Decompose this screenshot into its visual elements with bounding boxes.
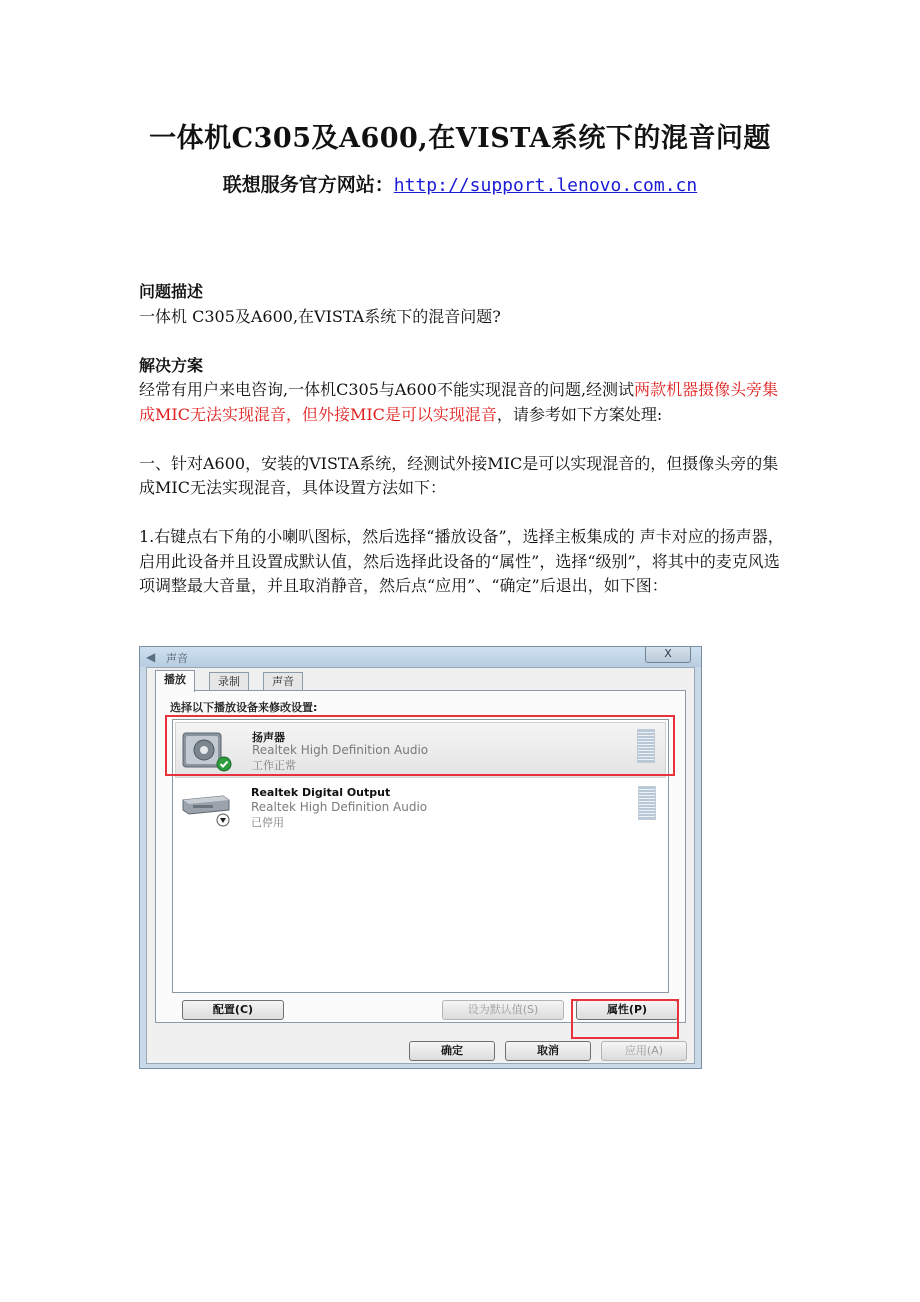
step-one-text: 1.右键点右下角的小喇叭图标，然后选择“播放设备”，选择主板集成的 声卡对应的扬声器，启用此设备并且设置成默认值，然后选择此设备的“属性”，选择“级别”，将其中的麦克风选项调整最大音量，并且取消静音，然后点“应用”、“确定”后退出，如下图： xyxy=(139,527,784,595)
solution-highlight: 两款机器摄像头旁集成MIC无法实现混音，但外接MIC是可以实现混音 xyxy=(139,380,779,424)
volume-meter xyxy=(638,786,656,820)
apply-button[interactable]: 应用(A) xyxy=(601,1041,687,1061)
device-name: 扬声器 xyxy=(252,731,285,744)
document-body xyxy=(139,280,784,599)
properties-highlight-box xyxy=(571,999,679,1039)
tab-playback[interactable]: 播放 xyxy=(155,670,195,692)
ok-button[interactable]: 确定 xyxy=(409,1041,495,1061)
instruction-text: 选择以下播放设备来修改设置: xyxy=(170,701,318,714)
device-driver: Realtek High Definition Audio xyxy=(252,743,429,757)
solution-text-2: ，请参考如下方案处理: xyxy=(496,404,663,424)
speaker-highlight-box xyxy=(165,715,675,776)
tab-recording[interactable]: 录制 xyxy=(209,672,249,691)
set-default-button[interactable]: 设为默认值(S) xyxy=(442,1000,564,1020)
section-one-text: 一、针对A600，安装的VISTA系统，经测试外接MIC是可以实现混音的，但摄像头旁的集成MIC无法实现混音，具体设置方法如下： xyxy=(139,453,779,497)
device-item-digital-output[interactable] xyxy=(175,780,666,836)
dialog-titlebar xyxy=(140,647,701,667)
solution-text-1: 经常有用户来电咨询,一体机C305与A600不能实现混音的问题,经测试 xyxy=(139,380,635,399)
document-subtitle xyxy=(0,170,920,197)
problem-text: 一体机 C305及A600,在VISTA系统下的混音问题? xyxy=(139,306,501,326)
sound-dialog-screenshot xyxy=(139,646,702,1069)
properties-button[interactable]: 属性(P) xyxy=(576,1000,678,1020)
close-button[interactable]: X xyxy=(645,646,691,663)
dialog-title: 声音 xyxy=(166,652,188,665)
solution-heading: 解决方案 xyxy=(139,355,204,375)
configure-button[interactable]: 配置(C) xyxy=(182,1000,284,1020)
problem-heading: 问题描述 xyxy=(139,282,204,301)
document-title: 一体机C305及A600,在VISTA系统下的混音问题 xyxy=(149,123,771,154)
speaker-icon: ◀ xyxy=(146,650,156,664)
cancel-button[interactable]: 取消 xyxy=(505,1041,591,1061)
device-driver: Realtek High Definition Audio xyxy=(251,800,428,814)
subtitle-prefix: 联想服务官方网站： xyxy=(222,174,394,196)
solution-paragraph xyxy=(139,378,784,427)
device-status: 工作正常 xyxy=(252,759,296,772)
support-link[interactable]: http://support.lenovo.com.cn xyxy=(393,175,698,196)
device-status: 已停用 xyxy=(251,816,284,829)
tab-sounds[interactable]: 声音 xyxy=(263,672,303,691)
device-name: Realtek Digital Output xyxy=(251,786,391,799)
digital-output-device-icon xyxy=(179,786,233,830)
